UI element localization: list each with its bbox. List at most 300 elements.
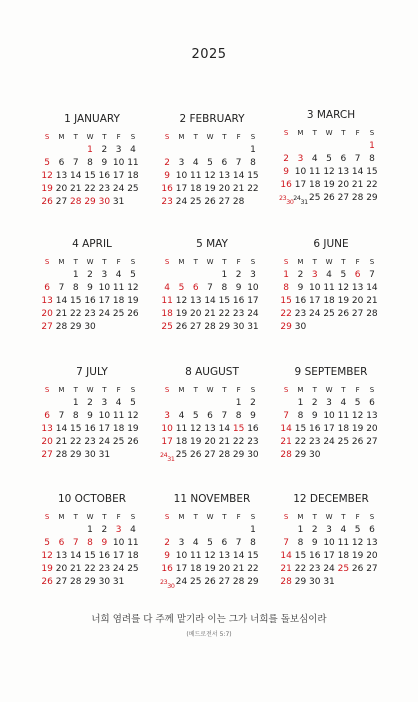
- day-cell: 10: [323, 411, 335, 421]
- day-cell: 1: [72, 398, 79, 408]
- empty-cell: [203, 397, 217, 410]
- day-cell: 22: [247, 184, 259, 194]
- day-cell: 28: [366, 309, 378, 319]
- weekday-label: F: [236, 258, 241, 266]
- day-cell: 13: [190, 296, 202, 306]
- day-cell: 23: [84, 437, 96, 447]
- weekday-label: S: [44, 133, 50, 141]
- day-cell: 11: [127, 538, 139, 548]
- day-cell: 5: [354, 525, 361, 535]
- day-cell: 29: [218, 322, 231, 332]
- day-cell: 3: [297, 154, 304, 164]
- day-cell: 23: [247, 437, 259, 447]
- weekday-label: M: [58, 133, 65, 141]
- day-cell: 8: [72, 283, 79, 293]
- day-cell: 16: [280, 180, 292, 190]
- day-cell: 16: [84, 296, 96, 306]
- day-cell: 24: [112, 564, 125, 574]
- weekday-label: T: [312, 513, 317, 521]
- day-cell: 29: [84, 577, 96, 587]
- weekday-label: T: [341, 513, 346, 521]
- day-cell: 24: [112, 184, 125, 194]
- day-cell: 26: [351, 437, 364, 447]
- month-block: [160, 491, 264, 589]
- day-cell: 27: [190, 322, 202, 332]
- day-cell: 22: [366, 180, 378, 190]
- day-cell: 13: [218, 551, 231, 561]
- weekday-label: T: [193, 386, 198, 394]
- empty-cell: [174, 397, 188, 410]
- days-grid: [40, 397, 144, 462]
- weekday-label: T: [73, 133, 78, 141]
- day-cell: 31: [323, 577, 335, 587]
- weekday-label: T: [73, 386, 78, 394]
- day-cell: 29: [70, 450, 82, 460]
- day-cell: 18: [127, 551, 139, 561]
- day-cell: 31: [112, 197, 125, 207]
- day-cell: 14: [70, 171, 82, 181]
- day-cell: 20: [55, 564, 68, 574]
- day-cell: 13: [337, 167, 350, 177]
- day-cell: 8: [87, 158, 93, 168]
- day-cell: 25: [309, 193, 321, 203]
- year-title: 2025: [191, 47, 227, 62]
- weekday-label: M: [297, 386, 304, 394]
- weekday-label: M: [58, 258, 65, 266]
- day-cell: 5: [340, 270, 347, 280]
- day-cell: 18: [175, 437, 188, 447]
- day-cell: 28: [232, 197, 245, 207]
- weekday-label: W: [206, 513, 214, 521]
- weekday-label: T: [222, 386, 227, 394]
- month-block: [279, 236, 383, 334]
- day-cell: 15: [70, 296, 82, 306]
- day-cell: 5: [207, 538, 213, 548]
- weekday-label: S: [250, 386, 256, 394]
- day-cell: 7: [235, 538, 242, 548]
- day-cell: 3: [115, 525, 122, 535]
- day-cell: 10: [161, 424, 173, 434]
- empty-cell: [69, 524, 83, 537]
- day-cell: 14: [55, 296, 68, 306]
- day-cell: 5: [326, 154, 332, 164]
- day-cell: 22: [294, 437, 307, 447]
- day-cell: 29: [280, 322, 292, 332]
- weekday-label: M: [297, 513, 304, 521]
- day-cell: 3: [178, 538, 185, 548]
- weekday-label: W: [325, 129, 333, 137]
- day-cell: 29: [70, 322, 82, 332]
- day-cell: 30: [294, 322, 307, 332]
- weekday-label: S: [369, 129, 375, 137]
- weekday-header: [40, 255, 144, 269]
- day-cell: 10: [175, 551, 188, 561]
- day-cell: 24: [247, 309, 259, 319]
- empty-cell: [40, 397, 54, 410]
- day-cell: 24: [98, 309, 111, 319]
- day-cell: 8: [72, 411, 79, 421]
- day-cell: 2: [250, 398, 256, 408]
- month-block: [40, 491, 144, 589]
- day-cell: 19: [175, 309, 188, 319]
- weekday-label: T: [102, 258, 107, 266]
- month-title: 3 MARCH: [306, 109, 356, 121]
- day-cell: 10: [247, 283, 259, 293]
- day-cell: 12: [204, 171, 216, 181]
- day-cell: 25: [112, 309, 125, 319]
- day-cell: 18: [337, 551, 350, 561]
- day-cell: 18: [337, 424, 350, 434]
- day-cell: 6: [340, 154, 347, 164]
- day-cell: 12: [351, 411, 364, 421]
- empty-cell: [174, 269, 188, 282]
- weekday-label: T: [222, 513, 227, 521]
- day-cell: 21: [70, 564, 82, 574]
- weekday-label: T: [73, 513, 78, 521]
- day-cell: 26: [351, 564, 364, 574]
- day-cell: 22: [294, 564, 307, 574]
- day-cell: 19: [127, 424, 139, 434]
- day-cell: 23: [309, 437, 321, 447]
- weekday-label: F: [355, 513, 360, 521]
- day-cell: 9: [235, 283, 242, 293]
- month-title: 1 JANUARY: [64, 113, 120, 125]
- day-cell: $^{24}_{31}$: [293, 195, 308, 206]
- day-cell: 6: [207, 411, 213, 421]
- day-cell: 12: [41, 551, 53, 561]
- day-cell: 21: [218, 437, 231, 447]
- empty-cell: [54, 269, 68, 282]
- weekday-label: W: [206, 258, 214, 266]
- day-cell: 30: [84, 450, 96, 460]
- empty-cell: [203, 524, 217, 537]
- day-cell: 13: [351, 283, 364, 293]
- day-cell: 27: [351, 309, 364, 319]
- day-cell: 14: [280, 551, 292, 561]
- day-cell: 16: [309, 551, 321, 561]
- day-cell: 19: [41, 184, 53, 194]
- day-cell: 21: [232, 564, 245, 574]
- month-title: 9 SEPTEMBER: [294, 366, 368, 378]
- weekday-header: [160, 255, 264, 269]
- day-cell: 6: [221, 158, 228, 168]
- month-title: 11 NOVEMBER: [173, 493, 251, 505]
- weekday-label: S: [369, 513, 375, 521]
- weekday-label: M: [178, 513, 185, 521]
- weekday-label: W: [86, 133, 94, 141]
- empty-cell: [189, 269, 203, 282]
- day-cell: 18: [190, 564, 202, 574]
- day-cell: 14: [218, 424, 231, 434]
- weekday-label: M: [178, 386, 185, 394]
- day-cell: 5: [207, 158, 213, 168]
- days-grid: [160, 144, 264, 209]
- weekday-label: S: [44, 258, 50, 266]
- day-cell: 20: [366, 551, 378, 561]
- day-cell: 28: [55, 322, 68, 332]
- days-grid: [160, 269, 264, 334]
- day-cell: 27: [41, 450, 53, 460]
- weekday-label: T: [312, 129, 317, 137]
- day-cell: 17: [309, 296, 321, 306]
- day-cell: 26: [337, 309, 350, 319]
- day-cell: 2: [297, 270, 304, 280]
- empty-cell: [203, 144, 217, 157]
- day-cell: 14: [70, 551, 82, 561]
- empty-cell: [231, 144, 245, 157]
- day-cell: 1: [72, 270, 79, 280]
- day-cell: 17: [323, 551, 335, 561]
- day-cell: $^{23}_{30}$: [279, 195, 294, 206]
- day-cell: 1: [221, 270, 228, 280]
- weekday-label: S: [130, 258, 136, 266]
- day-cell: 18: [323, 296, 335, 306]
- day-cell: 10: [112, 158, 125, 168]
- empty-cell: [174, 144, 188, 157]
- weekday-label: F: [355, 129, 360, 137]
- day-cell: 3: [311, 270, 318, 280]
- day-cell: 16: [161, 184, 173, 194]
- day-cell: 20: [337, 180, 350, 190]
- day-cell: 2: [283, 154, 290, 164]
- weekday-header: [160, 510, 264, 524]
- day-cell: 24: [323, 437, 335, 447]
- day-cell: 3: [326, 398, 332, 408]
- day-cell: 30: [247, 450, 259, 460]
- day-cell: 31: [112, 577, 125, 587]
- day-cell: 21: [55, 309, 68, 319]
- day-cell: 26: [204, 197, 216, 207]
- day-cell: 8: [250, 538, 256, 548]
- day-cell: 23: [161, 197, 173, 207]
- day-cell: 15: [366, 167, 378, 177]
- verse-reference: (베드로전서 5:7): [186, 631, 232, 638]
- day-cell: 4: [340, 398, 347, 408]
- day-cell: 9: [283, 167, 290, 177]
- month-title: 5 MAY: [196, 238, 228, 250]
- day-cell: 21: [280, 437, 292, 447]
- day-cell: 21: [351, 180, 364, 190]
- day-cell: 6: [369, 525, 375, 535]
- day-cell: 22: [247, 564, 259, 574]
- day-cell: 27: [218, 197, 231, 207]
- day-cell: 10: [98, 283, 111, 293]
- day-cell: 13: [55, 171, 68, 181]
- day-cell: 13: [41, 296, 53, 306]
- day-cell: 26: [41, 577, 53, 587]
- empty-cell: [54, 397, 68, 410]
- empty-cell: [160, 269, 174, 282]
- day-cell: 14: [232, 171, 245, 181]
- day-cell: 24: [175, 577, 188, 587]
- day-cell: $^{24}_{31}$: [160, 452, 175, 463]
- bible-verse: 너희 염려를 다 주께 맡기라 이는 그가 너희를 돌보심이라: [91, 614, 327, 625]
- day-cell: 8: [283, 283, 290, 293]
- day-cell: 12: [41, 171, 53, 181]
- weekday-label: M: [297, 258, 304, 266]
- day-cell: 18: [112, 424, 125, 434]
- day-cell: 28: [280, 450, 292, 460]
- day-cell: 7: [221, 411, 228, 421]
- day-cell: 1: [87, 525, 93, 535]
- day-cell: 11: [175, 424, 188, 434]
- empty-cell: [217, 144, 231, 157]
- day-cell: 4: [164, 283, 171, 293]
- day-cell: 27: [204, 450, 216, 460]
- day-cell: 6: [369, 398, 375, 408]
- empty-cell: [189, 144, 203, 157]
- month-block: [279, 364, 383, 462]
- empty-cell: [217, 397, 231, 410]
- empty-cell: [160, 397, 174, 410]
- day-cell: 12: [190, 424, 202, 434]
- day-cell: 1: [235, 398, 242, 408]
- day-cell: 16: [294, 296, 307, 306]
- day-cell: 6: [58, 158, 65, 168]
- day-cell: 18: [161, 309, 173, 319]
- day-cell: 23: [309, 564, 321, 574]
- day-cell: 20: [204, 437, 216, 447]
- day-cell: 24: [309, 309, 321, 319]
- days-grid: [160, 397, 264, 462]
- day-cell: 4: [130, 525, 136, 535]
- day-cell: 10: [294, 167, 307, 177]
- day-cell: 1: [297, 525, 304, 535]
- weekday-header: [160, 130, 264, 144]
- weekday-label: T: [102, 386, 107, 394]
- empty-cell: [54, 144, 68, 157]
- weekday-label: T: [193, 133, 198, 141]
- day-cell: 17: [294, 180, 307, 190]
- day-cell: 2: [87, 398, 93, 408]
- day-cell: 10: [309, 283, 321, 293]
- month-title: 4 APRIL: [72, 238, 112, 250]
- day-cell: 2: [235, 270, 242, 280]
- day-cell: 11: [190, 551, 202, 561]
- day-cell: 13: [366, 411, 378, 421]
- weekday-label: S: [164, 386, 170, 394]
- empty-cell: [322, 140, 336, 153]
- day-cell: 26: [127, 437, 139, 447]
- month-title: 8 AUGUST: [185, 366, 239, 378]
- day-cell: 6: [192, 283, 199, 293]
- weekday-label: S: [369, 386, 375, 394]
- day-cell: 8: [235, 411, 242, 421]
- day-cell: 15: [232, 424, 245, 434]
- month-block: [40, 364, 144, 462]
- day-cell: 14: [351, 167, 364, 177]
- month-title: 6 JUNE: [313, 238, 349, 250]
- day-cell: 15: [84, 551, 96, 561]
- days-grid: [40, 144, 144, 209]
- day-cell: 14: [204, 296, 216, 306]
- empty-cell: [203, 269, 217, 282]
- day-cell: 7: [72, 158, 79, 168]
- day-cell: 11: [337, 411, 350, 421]
- day-cell: 17: [98, 424, 111, 434]
- weekday-label: M: [58, 386, 65, 394]
- weekday-label: W: [206, 133, 214, 141]
- day-cell: 11: [337, 538, 350, 548]
- day-cell: 3: [326, 525, 332, 535]
- empty-cell: [293, 140, 307, 153]
- weekday-label: F: [236, 513, 241, 521]
- weekday-label: W: [325, 258, 333, 266]
- day-cell: 8: [87, 538, 93, 548]
- day-cell: 19: [337, 296, 350, 306]
- day-cell: 7: [72, 538, 79, 548]
- day-cell: 25: [337, 437, 350, 447]
- day-cell: 1: [87, 145, 93, 155]
- day-cell: 3: [115, 145, 122, 155]
- day-cell: 9: [297, 283, 304, 293]
- day-cell: 20: [55, 184, 68, 194]
- day-cell: 2: [311, 398, 318, 408]
- day-cell: 28: [204, 322, 216, 332]
- day-cell: 23: [98, 184, 111, 194]
- weekday-label: T: [312, 258, 317, 266]
- day-cell: 10: [112, 538, 125, 548]
- day-cell: 20: [366, 424, 378, 434]
- month-block: [160, 236, 264, 334]
- day-cell: 23: [232, 309, 245, 319]
- day-cell: 11: [112, 283, 125, 293]
- day-cell: 25: [323, 309, 335, 319]
- day-cell: 13: [204, 424, 216, 434]
- day-cell: 21: [280, 564, 292, 574]
- day-cell: 17: [323, 424, 335, 434]
- day-cell: 18: [309, 180, 321, 190]
- day-cell: 12: [337, 283, 350, 293]
- weekday-header: [160, 383, 264, 397]
- day-cell: 29: [366, 193, 378, 203]
- day-cell: 10: [323, 538, 335, 548]
- empty-cell: [174, 524, 188, 537]
- day-cell: 24: [323, 564, 335, 574]
- day-cell: 16: [247, 424, 259, 434]
- weekday-label: T: [341, 386, 346, 394]
- day-cell: 4: [178, 411, 185, 421]
- weekday-label: T: [341, 129, 346, 137]
- day-cell: 22: [70, 309, 82, 319]
- day-cell: 14: [55, 424, 68, 434]
- day-cell: 29: [294, 577, 307, 587]
- day-cell: 13: [366, 538, 378, 548]
- empty-cell: [217, 524, 231, 537]
- day-cell: 2: [101, 145, 108, 155]
- day-cell: 28: [218, 450, 231, 460]
- days-grid: [279, 140, 383, 205]
- day-cell: 2: [164, 538, 171, 548]
- days-grid: [279, 397, 383, 462]
- day-cell: 16: [98, 551, 111, 561]
- day-cell: 15: [70, 424, 82, 434]
- weekday-header: [279, 126, 383, 140]
- day-cell: 22: [84, 184, 96, 194]
- weekday-header: [40, 510, 144, 524]
- days-grid: [40, 269, 144, 334]
- day-cell: 17: [247, 296, 259, 306]
- day-cell: 25: [112, 437, 125, 447]
- day-cell: 10: [175, 171, 188, 181]
- day-cell: 23: [294, 309, 307, 319]
- day-cell: 27: [218, 577, 231, 587]
- day-cell: 3: [178, 158, 185, 168]
- day-cell: 25: [127, 564, 139, 574]
- day-cell: 28: [70, 577, 82, 587]
- day-cell: 25: [337, 564, 350, 574]
- empty-cell: [350, 140, 364, 153]
